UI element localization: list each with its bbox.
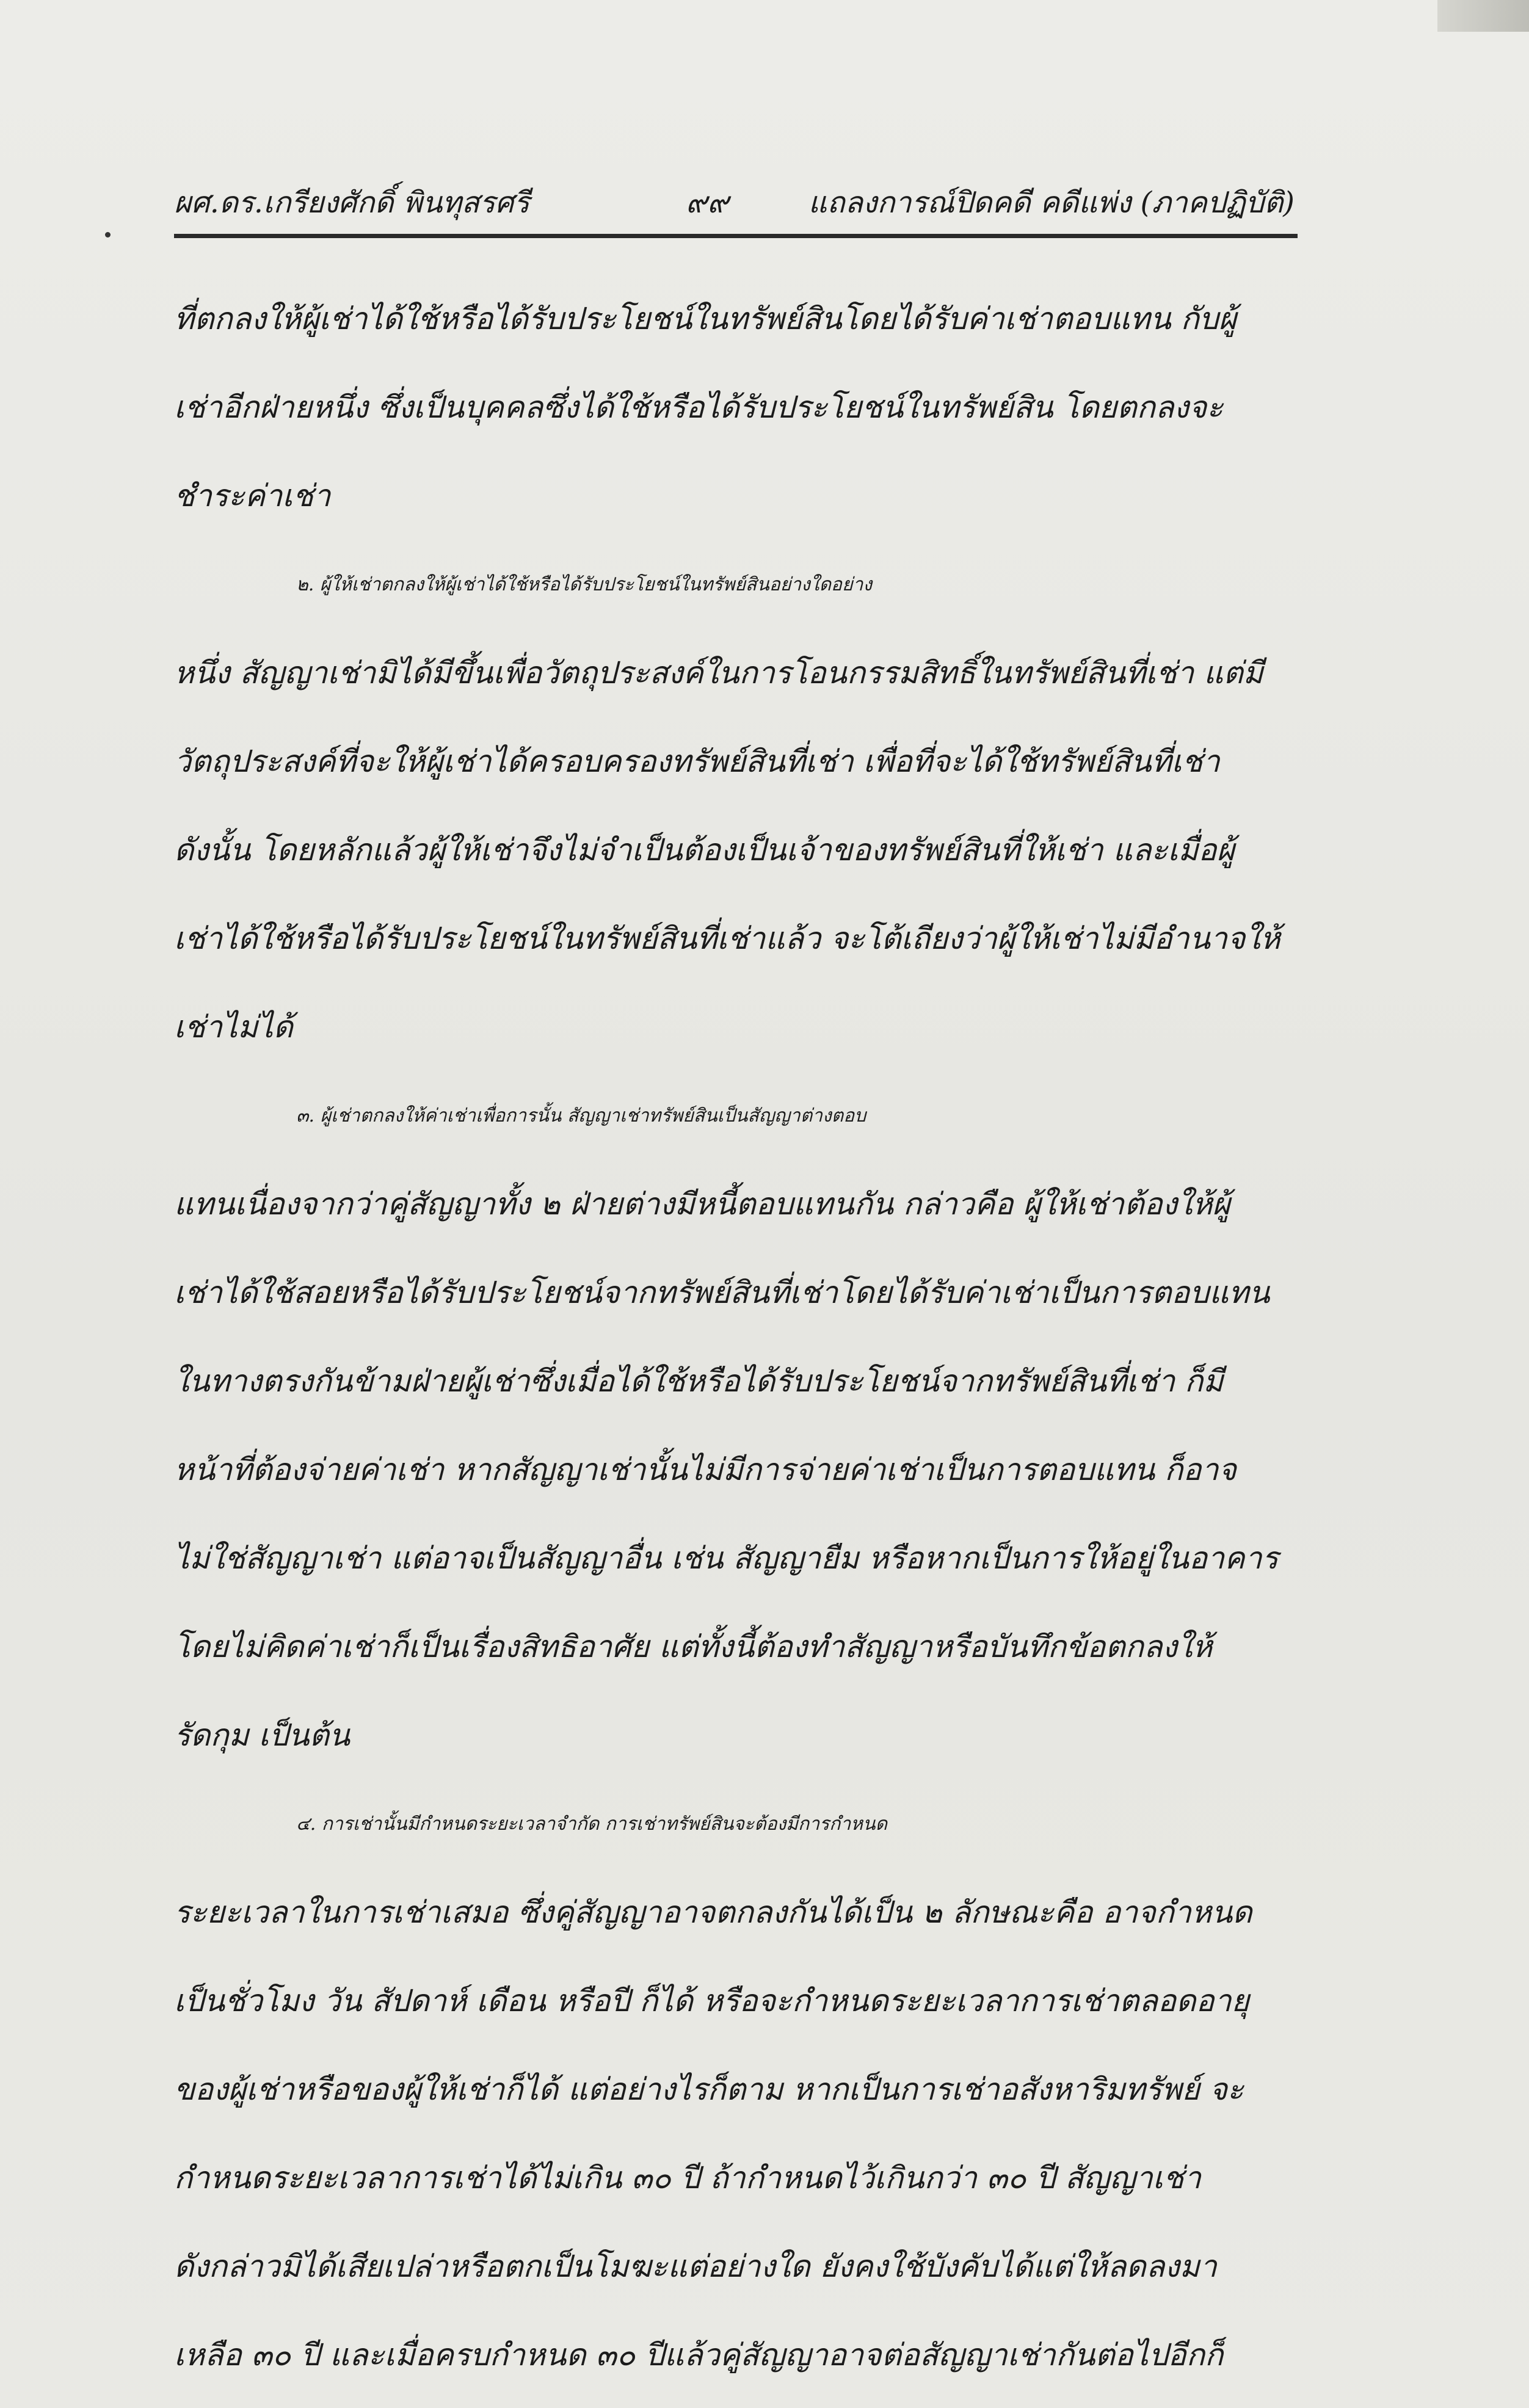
header-rule — [174, 234, 1298, 238]
body-line: ดังกล่าวมิได้เสียเปล่าหรือตกเป็นโมฆะแต่อย่างใด ยังคงใช้บังคับได้แต่ให้ลดลงมา — [174, 2249, 1217, 2284]
body-line: ๓. ผู้เช่าตกลงให้ค่าเช่าเพื่อการนั้น สัญญาเช่าทรัพย์สินเป็นสัญญาต่างตอบ — [296, 1105, 866, 1126]
body-line: ๔. การเช่านั้นมีกำหนดระยะเวลาจำกัด การเช่าทรัพย์สินจะต้องมีการกำหนด — [296, 1813, 887, 1835]
body-line: เหลือ ๓๐ ปี และเมื่อครบกำหนด ๓๐ ปีแล้วคู่สัญญาอาจต่อสัญญาเช่ากันต่อไปอีกก็ — [174, 2337, 1224, 2373]
body-line: ๒. ผู้ให้เช่าตกลงให้ผู้เช่าได้ใช้หรือได้รับประโยชน์ในทรัพย์สินอย่างใดอย่าง — [296, 574, 873, 595]
body-line: หน้าที่ต้องจ่ายค่าเช่า หากสัญญาเช่านั้นไม่มีการจ่ายค่าเช่าเป็นการตอบแทน ก็อาจ — [174, 1452, 1237, 1487]
header-page-number: ๙๙ — [686, 186, 729, 220]
body-line: ชำระค่าเช่า — [174, 478, 331, 513]
body-line: เช่าไม่ได้ — [174, 1009, 293, 1045]
body-line: ในทางตรงกันข้ามฝ่ายผู้เช่าซึ่งเมื่อได้ใช้หรือได้รับประโยชน์จากทรัพย์สินที่เช่า ก็มี — [174, 1363, 1224, 1399]
body-line: โดยไม่คิดค่าเช่าก็เป็นเรื่องสิทธิอาศัย แต่ทั้งนี้ต้องทำสัญญาหรือบันทึกข้อตกลงให้ — [174, 1629, 1213, 1664]
body-line: ที่ตกลงให้ผู้เช่าได้ใช้หรือได้รับประโยชน์ในทรัพย์สินโดยได้รับค่าเช่าตอบแทน กับผู้ — [174, 301, 1237, 336]
body-line: วัตถุประสงค์ที่จะให้ผู้เช่าได้ครอบครองทรัพย์สินที่เช่า เพื่อที่จะได้ใช้ทรัพย์สินที่เช่า — [174, 744, 1220, 779]
body-line: หนึ่ง สัญญาเช่ามิได้มีขึ้นเพื่อวัตถุประสงค์ในการโอนกรรมสิทธิ์ในทรัพย์สินที่เช่า แต่มี — [174, 655, 1263, 691]
body-line: ไม่ใช่สัญญาเช่า แต่อาจเป็นสัญญาอื่น เช่น สัญญายืม หรือหากเป็นการให้อยู่ในอาคาร — [174, 1540, 1279, 1576]
body-line: เช่าอีกฝ่ายหนึ่ง ซึ่งเป็นบุคคลซึ่งได้ใช้หรือได้รับประโยชน์ในทรัพย์สิน โดยตกลงจะ — [174, 390, 1224, 425]
body-line: ของผู้เช่าหรือของผู้ให้เช่าก็ได้ แต่อย่างไรก็ตาม หากเป็นการเช่าอสังหาริมทรัพย์ จะ — [174, 2072, 1244, 2107]
body-line: ระยะเวลาในการเช่าเสมอ ซึ่งคู่สัญญาอาจตกลงกันได้เป็น ๒ ลักษณะคือ อาจกำหนด — [174, 1895, 1252, 1930]
scan-corner-shadow — [1437, 0, 1529, 32]
body-line: ดังนั้น โดยหลักแล้วผู้ให้เช่าจึงไม่จำเป็นต้องเป็นเจ้าของทรัพย์สินที่ให้เช่า และเมื่อผู้ — [174, 832, 1235, 868]
running-header — [174, 177, 1295, 226]
body-line: รัดกุม เป็นต้น — [174, 1717, 350, 1753]
body-text — [174, 275, 1322, 2399]
body-line: เป็นชั่วโมง วัน สัปดาห์ เดือน หรือปี ก็ได้ หรือจะกำหนดระยะเวลาการเช่าตลอดอายุ — [174, 1983, 1249, 2018]
header-author: ผศ.ดร.เกรียงศักดิ์ พินทุสรศรี — [174, 186, 530, 220]
body-line: กำหนดระยะเวลาการเช่าได้ไม่เกิน ๓๐ ปี ถ้ากำหนดไว้เกินกว่า ๓๐ ปี สัญญาเช่า — [174, 2160, 1201, 2196]
body-line: เช่าได้ใช้หรือได้รับประโยชน์ในทรัพย์สินที่เช่าแล้ว จะโต้เถียงว่าผู้ให้เช่าไม่มีอำนาจให้ — [174, 921, 1280, 956]
body-line: เช่าได้ใช้สอยหรือได้รับประโยชน์จากทรัพย์สินที่เช่าโดยได้รับค่าเช่าเป็นการตอบแทน — [174, 1275, 1270, 1310]
header-book-title: แถลงการณ์ปิดคดี คดีแพ่ง (ภาคปฏิบัติ) — [808, 186, 1295, 220]
scan-speck — [105, 232, 111, 238]
body-line: แทนเนื่องจากว่าคู่สัญญาทั้ง ๒ ฝ่ายต่างมีหนี้ตอบแทนกัน กล่าวคือ ผู้ให้เช่าต้องให้ผู้ — [174, 1186, 1230, 1222]
